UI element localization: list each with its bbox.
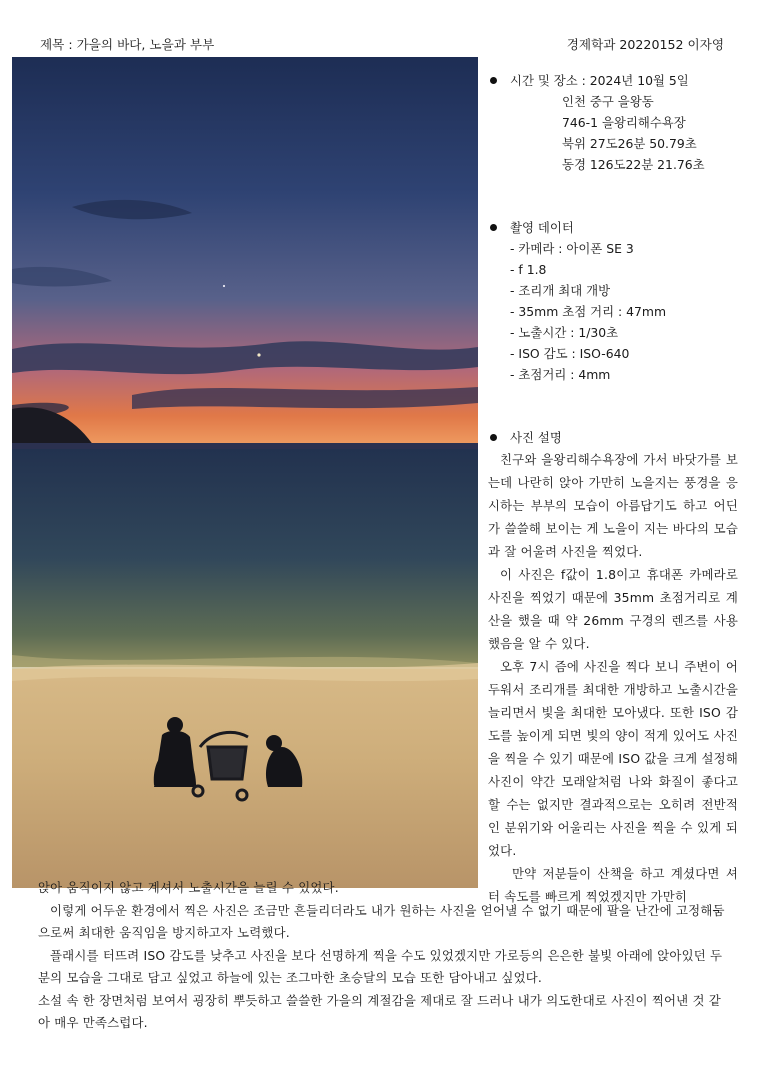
description-paragraph: 앉아 움직이지 않고 계셔서 노출시간을 늘릴 수 있었다. <box>38 880 339 895</box>
location-line: 인천 중구 을왕동 <box>562 94 654 109</box>
shooting-item: - 35mm 초점 거리 : 47mm <box>510 304 667 319</box>
description-paragraph: 만약 저분들이 산책을 하고 계셨다면 셔터 속도를 빠르게 찍었겠지만 가만히 <box>488 866 738 904</box>
description-heading: 사진 설명 <box>488 427 738 448</box>
description-continued <box>38 877 730 1035</box>
description-paragraph: 오후 7시 즘에 사진을 찍다 보니 주변이 어두워서 조리개를 최대한 개방하고 노출시간을 늘리면서 빛을 최대한 모아냈다. 또한 ISO 감도를 높이게 되면 빛의 양이 적게 있어도 사진을 찍을 수 있기 때문에 ISO 값을 크게 설정해 사진이 약간 모래알처럼 나와 화질이 좋다고 할 수는 없지만 결과적으로는 오히려 전반적인 분위기와 어울리는 사진을 찍을 수 있게 되었다. <box>488 659 738 858</box>
description-paragraph: 친구와 을왕리해수욕장에 가서 바닷가를 보는데 나란히 앉아 가만히 노을지는 풍경을 응시하는 부부의 모습이 아름답기도 하고 어딘가 쓸쓸해 보이는 게 노을이 지는 바다의 모습과 잘 어울려 사진을 찍었다. <box>488 452 738 559</box>
description-paragraph: 플래시를 터뜨려 ISO 감도를 낮추고 사진을 보다 선명하게 찍을 수도 있었겠지만 가로등의 은은한 불빛 아래에 앉아있던 두 분의 모습을 그대로 담고 싶었고 하늘에 있는 조그마한 초승달의 모습 또한 담아내고 싶었다. <box>38 947 723 985</box>
author-info: 경제학과 20220152 이자영 <box>566 37 724 52</box>
shooting-section <box>488 217 738 385</box>
shooting-item: - ISO 감도 : ISO-640 <box>510 346 630 361</box>
shooting-item: - 카메라 : 아이폰 SE 3 <box>510 241 634 256</box>
description-paragraph: 소설 속 한 장면처럼 보여서 굉장히 뿌듯하고 쓸쓸한 가을의 계절감을 제대로 잘 드러나 내가 의도한대로 사진이 찍어낸 것 같아 매우 만족스럽다. <box>38 992 721 1030</box>
description-paragraph: 이렇게 어두운 환경에서 찍은 사진은 조금만 흔들리더라도 내가 원하는 사진을 얻어낼 수 없기 때문에 팔을 난간에 고정해둠으로써 최대한 움직임을 방지하고자 노력했다. <box>38 902 725 940</box>
description-section <box>488 427 738 908</box>
shooting-item: - f 1.8 <box>510 262 547 277</box>
description-paragraph: 이 사진은 f값이 1.8이고 휴대폰 카메라로 사진을 찍었기 때문에 35mm 초점거리로 계산을 했을 때 약 26mm 구경의 렌즈를 사용했음을 알 수 있다. <box>488 567 738 651</box>
description-body <box>488 448 738 908</box>
location-line: 북위 27도26분 50.79초 <box>562 136 697 151</box>
shooting-item: - 노출시간 : 1/30초 <box>510 325 619 340</box>
location-line: 동경 126도22분 21.76초 <box>562 157 705 172</box>
document-title: 제목 : 가을의 바다, 노을과 부부 <box>40 37 215 52</box>
info-column <box>488 70 738 908</box>
location-heading: 시간 및 장소 : 2024년 10월 5일 <box>488 70 738 91</box>
sunset-beach-photo <box>12 57 478 888</box>
shooting-heading: 촬영 데이터 <box>488 217 738 238</box>
shooting-item: - 조리개 최대 개방 <box>510 283 611 298</box>
location-line: 746-1 을왕리해수욕장 <box>562 115 686 130</box>
location-section <box>488 70 738 175</box>
shooting-item: - 초점거리 : 4mm <box>510 367 611 382</box>
